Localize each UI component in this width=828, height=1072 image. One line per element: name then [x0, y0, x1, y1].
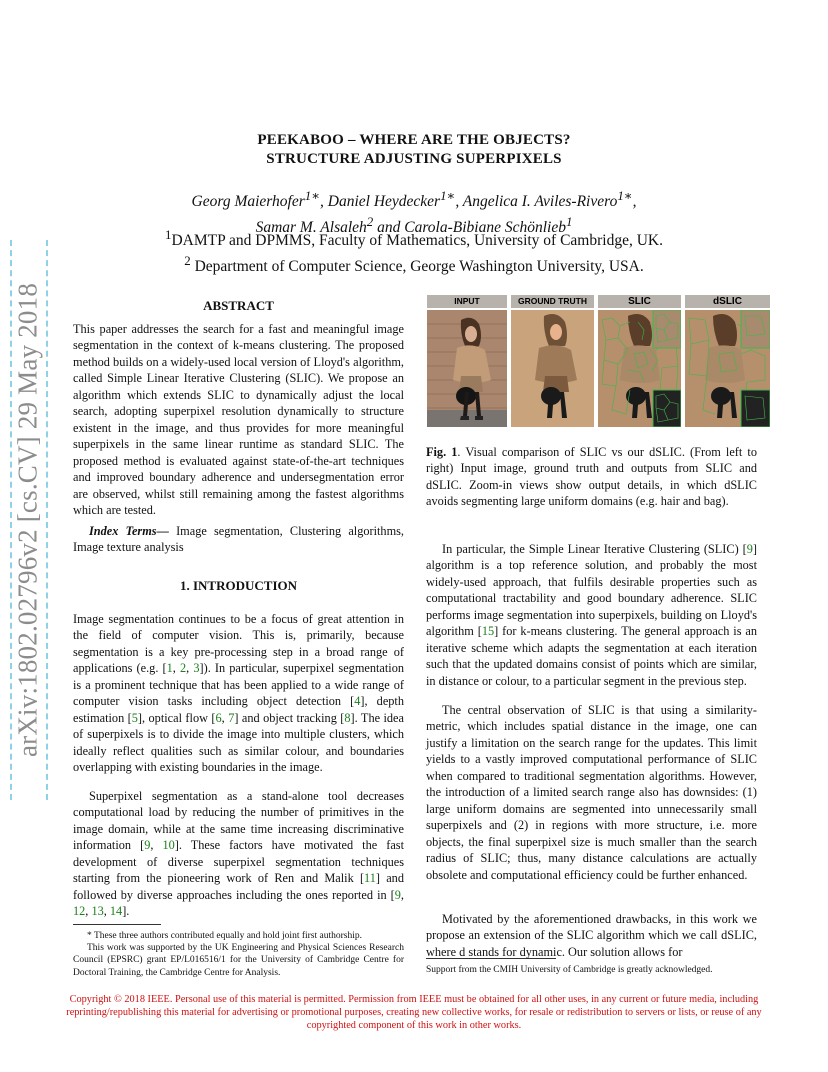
- citation-link[interactable]: 8: [344, 710, 351, 725]
- abstract-paragraph: This paper addresses the search for a fast and meaningful image segmentation in the context of k-means clustering. The proposed method builds on a widely-used local version of Lloyd's algorithm, called Simple Linear Iterative Clustering (SLIC). We propose an algorithm which extends SLIC to dynamically adjust the local search, adopting superpixel resolution dynamically to structure existent in the image, and thus provides for more meaningful superpixels in the same linear runtime as standard SLIC. The proposed method is evaluated against state-of-the-art techniques and improved boundary adherence and undersegmentation error are observed, whilst still remaining among the fastest algorithms which are tested.: [73, 322, 404, 517]
- paper-title: [0, 131, 828, 169]
- figure-header-input: INPUT: [427, 295, 507, 308]
- citation-link[interactable]: 11: [364, 871, 376, 886]
- copyright-notice: Copyright © 2018 IEEE. Personal use of this material is permitted. Permission from IEEE must be obtained for all other uses, in any current or future media, including reprinting/republishing this material for advertising or promotional purposes, creating new collective works, for resale or redistribution to servers or lists, or reuse of any copyrighted component of this work in other works.: [66, 994, 762, 1032]
- ground-truth-image: [511, 310, 594, 427]
- affiliation-2: [0, 251, 828, 277]
- author-2: , Daniel Heydecker: [320, 193, 441, 211]
- right-paragraph-1: In particular, the Simple Linear Iterative Clustering (SLIC) [9] algorithm is a top reference solution, and probably the most widely-used approach, that fulfils desirable properties such as computational tractability and good boundary adherence. SLIC performs image segmentation into superpixels, building on Lloyd's algorithm [15] for k-means clustering. The general approach is an iterative scheme which adapts the segmentation at each iteration such that the updated domains consist of points which are similar, in distance or colour, to a particular segment in the previous step.: [426, 542, 758, 688]
- right-footnote-rule: [426, 958, 556, 959]
- footnote-cmih: Support from the CMIH University of Cambridge is greatly acknowledged.: [426, 965, 713, 975]
- citation-link[interactable]: 4: [354, 694, 361, 709]
- figure-header-ground-truth: GROUND TRUTH: [511, 295, 594, 308]
- index-terms-label: Index Terms—: [89, 524, 169, 538]
- citation-link[interactable]: 3: [193, 661, 200, 676]
- citation-link[interactable]: 13: [91, 904, 104, 919]
- citation-link[interactable]: 2: [179, 661, 187, 676]
- citation-link[interactable]: 12: [73, 904, 86, 919]
- author-1: Georg Maierhofer: [191, 193, 305, 211]
- intro-paragraph-2: Superpixel segmentation as a stand-alone tool decreases computational load by reducing the number of primitives in the image domain, while at the same time increasing discriminative information [9, 10]. These factors have motivated the fast development of diverse superpixel segmentation techniques starting from the pioneering work of Ren and Malik [11] and followed by diverse approaches including the ones reported in [9, 12, 13, 14].: [73, 789, 404, 919]
- citation-link[interactable]: 7: [228, 710, 235, 725]
- input-image: [427, 310, 507, 427]
- abstract-heading: ABSTRACT: [203, 298, 274, 313]
- author-5: and Carola-Bibiane Schönlieb: [373, 219, 566, 237]
- index-terms-text: Image segmentation, Clustering algorithms, Image texture analysis: [73, 524, 404, 555]
- arxiv-dash-right: [46, 240, 48, 800]
- authors-line-1: [0, 186, 828, 212]
- author-3-end: ,: [632, 193, 637, 211]
- author-4-sup: 2: [366, 214, 374, 230]
- arxiv-stamp: [6, 240, 50, 800]
- affiliation-2-sup: 2: [184, 253, 191, 269]
- figure-1: [426, 295, 770, 429]
- left-footnote-area: [73, 924, 404, 979]
- author-2-sup: 1∗: [440, 188, 456, 203]
- citation-link[interactable]: 10: [162, 838, 175, 853]
- author-1-sup: 1∗: [304, 188, 321, 203]
- dslic-output-image: [685, 310, 770, 427]
- citation-link[interactable]: 9: [394, 887, 401, 902]
- introduction-heading: 1. INTRODUCTION: [179, 578, 297, 593]
- right-paragraph-2: The central observation of SLIC is that using a similarity-metric, which includes spatial distance in the image, one can justify a limitation on the search range for the updates. This limit yields to a vastly improved computational performance of SLIC when compared to traditional segmentation algorithms. However, the introduction of a limited search range also has downsides: (1) large uniform domains are segmented into unnecessarily small superpixels and (2) in regions with more structure, i.e. more objects, the final superpixel size is much smaller than the search radius of SLIC; thus, many distance calculations are actually obsolete and computational efficiency could be further enhanced.: [426, 703, 757, 882]
- figure-caption-label: Fig. 1: [426, 445, 458, 459]
- figure-header-slic: SLIC: [598, 295, 681, 308]
- affiliation-1: [0, 225, 828, 251]
- citation-link[interactable]: 15: [481, 624, 495, 639]
- title-line-1: PEEKABOO – WHERE ARE THE OBJECTS?: [257, 132, 571, 148]
- slic-output-image: [598, 310, 681, 427]
- title-line-2: STRUCTURE ADJUSTING SUPERPIXELS: [266, 151, 562, 167]
- citation-link[interactable]: 5: [131, 710, 138, 725]
- citation-link[interactable]: 6: [215, 710, 222, 725]
- citation-link[interactable]: 9: [144, 838, 151, 853]
- author-3-sup: 1∗: [617, 188, 633, 203]
- footnote-equal-contribution: * These three authors contributed equally and hold joint first authorship.: [87, 931, 362, 941]
- citation-link[interactable]: 9: [746, 542, 753, 556]
- right-paragraph-3: Motivated by the aforementioned drawbacks, in this work we propose an extension of the SLIC algorithm which we call dSLIC, where d stands for dynamic. Our solution allows for: [426, 912, 757, 959]
- citation-link[interactable]: 14: [109, 904, 123, 919]
- affiliation-1-sup: 1: [165, 227, 172, 242]
- intro-paragraph-1: Image segmentation continues to be a focus of great attention in the field of computer vision. This is, primarily, because segmentation is a key pre-processing step in a broad range of applications (e.g. [1, 2, 3]). In particular, superpixel segmentation is a prominent technique that has been applied to a wide range of computer vision tasks including object detection [4], depth estimation [5], optical flow [6, 7] and object tracking [8]. The idea of superpixels is to divide the image into multiple clusters, which ideally reflect qualities such as similar colour, and boundaries overlapping with existing boundaries in the image.: [73, 612, 404, 775]
- figure-header-dslic: dSLIC: [685, 295, 770, 308]
- affiliation-2-text: Department of Computer Science, George Washington University, USA.: [190, 258, 644, 276]
- author-5-sup: 1: [565, 214, 573, 230]
- footnote-funding: This work was supported by the UK Engineering and Physical Sciences Research Council (EPSRC) grant EP/L016516/1 for the University of Cambridge Centre for Doctoral Training, the Cambridge Centre for Analysis.: [73, 943, 404, 978]
- figure-1-caption: [426, 444, 757, 510]
- figure-caption-text: . Visual comparison of SLIC vs our dSLIC. (From left to right) Input image, ground truth and outputs from SLIC and dSLIC. Zoom-in views show output details, in which dSLIC avoids segmenting large uniform domains (e.g. hair and bag).: [426, 445, 757, 509]
- right-footnote-area: [426, 958, 757, 976]
- affiliations: [0, 225, 828, 277]
- citation-link[interactable]: 1: [166, 661, 173, 676]
- author-4: Samar M. Alsaleh: [255, 219, 367, 237]
- footnote-rule: [73, 924, 161, 925]
- author-3: , Angelica I. Aviles-Rivero: [455, 193, 618, 211]
- affiliation-1-text: DAMTP and DPMMS, Faculty of Mathematics, University of Cambridge, UK.: [171, 232, 663, 250]
- index-terms: [73, 523, 404, 556]
- arxiv-stamp-text: arXiv:1802.02796v2 [cs.CV] 29 May 2018: [12, 282, 43, 758]
